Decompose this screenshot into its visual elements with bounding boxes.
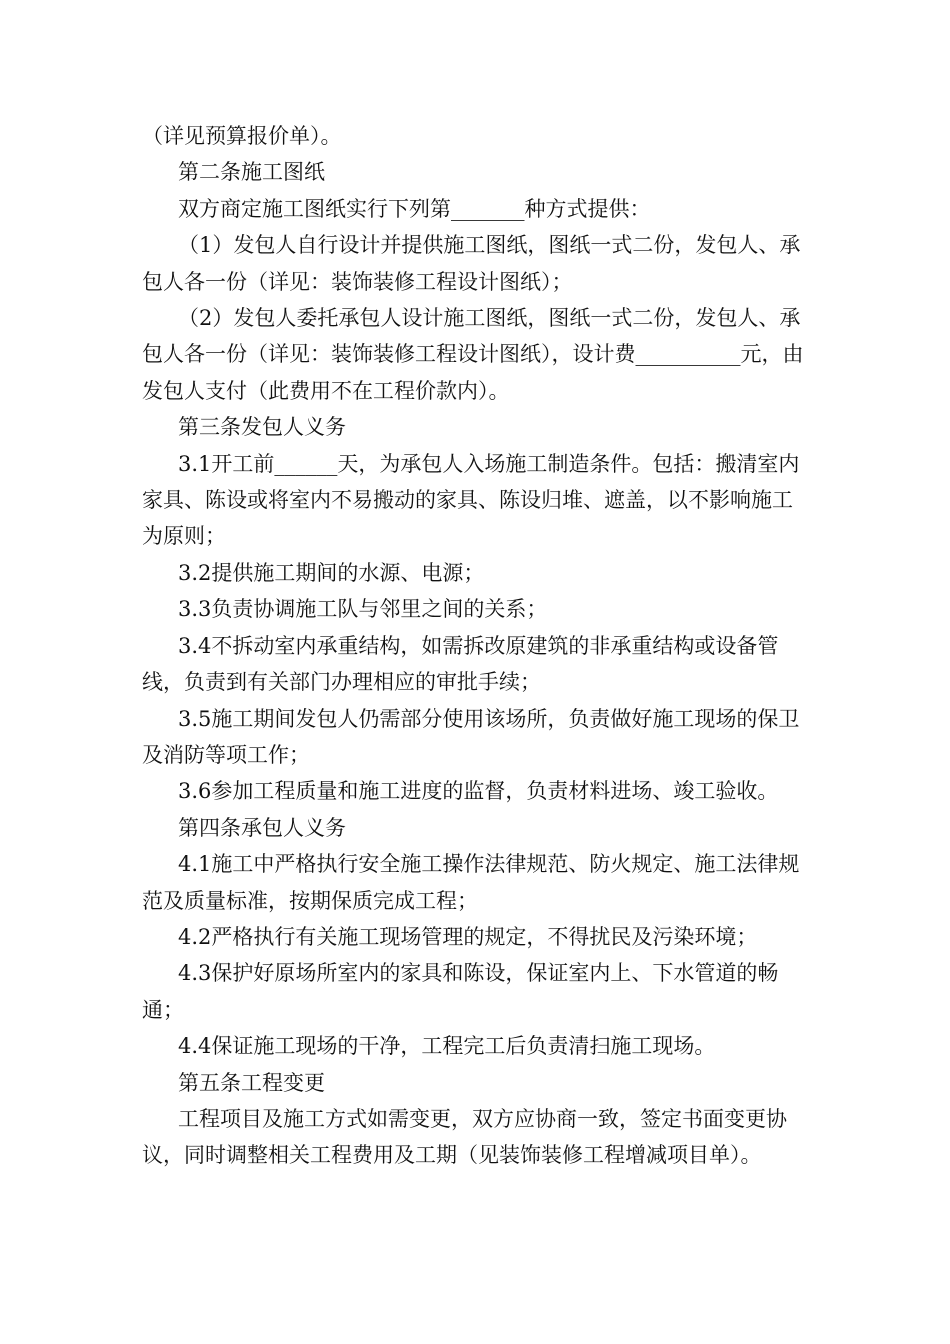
heading-article-2: 第二条施工图纸 (178, 160, 325, 185)
paragraph-4-2: 4.2严格执行有关施工现场管理的规定，不得扰民及污染环境； (178, 924, 758, 949)
paragraph-4-3: 4.3保护好原场所室内的家具和陈设，保证室内上、下水管道的畅通； (142, 961, 779, 1022)
paragraph-4-4: 4.4保证施工现场的干净，工程完工后负责清扫施工现场。 (178, 1034, 716, 1059)
paragraph-3-5: 3.5施工期间发包人仍需部分使用该场所，负责做好施工现场的保卫及消防等项工作； (142, 706, 800, 767)
heading-article-4: 第四条承包人义务 (178, 815, 346, 840)
paragraph-3-3: 3.3负责协调施工队与邻里之间的关系； (178, 597, 548, 622)
paragraph-option-2: （2）发包人委托承包人设计施工图纸，图纸一式二份，发包人、承包人各一份（详见：装饰装修工程设计图纸），设计费__________元，由发包人支付（此费用不在工程价款内）。 (142, 306, 804, 403)
heading-article-5: 第五条工程变更 (178, 1070, 325, 1095)
heading-article-3: 第三条发包人义务 (178, 415, 346, 440)
paragraph-3-2: 3.2提供施工期间的水源、电源； (178, 560, 485, 585)
paragraph-option-1: （1）发包人自行设计并提供施工图纸，图纸一式二份，发包人、承包人各一份（详见：装饰装修工程设计图纸）； (142, 233, 801, 294)
paragraph-5-body: 工程项目及施工方式如需变更，双方应协商一致，签定书面变更协议，同时调整相关工程费用及工期（见装饰装修工程增减项目单）。 (142, 1106, 787, 1168)
paragraph-3-6: 3.6参加工程质量和施工进度的监督，负责材料进场、竣工验收。 (178, 779, 779, 804)
paragraph-4-1: 4.1施工中严格执行安全施工操作法律规范、防火规定、施工法律规范及质量标准，按期保质完成工程； (142, 852, 800, 913)
document-page (142, 118, 812, 1174)
paragraph-drawing-method: 双方商定施工图纸实行下列第_______种方式提供： (178, 196, 651, 221)
paragraph-3-4: 3.4不拆动室内承重结构，如需拆改原建筑的非承重结构或设备管线，负责到有关部门办理相应的审批手续； (142, 633, 779, 695)
paragraph-budget-note: （详见预算报价单）。 (142, 124, 342, 148)
paragraph-3-1: 3.1开工前______天，为承包人入场施工制造条件。包括：搬清室内家具、陈设或将室内不易搬动的家具、陈设归堆、遮盖，以不影响施工为原则； (142, 451, 800, 549)
